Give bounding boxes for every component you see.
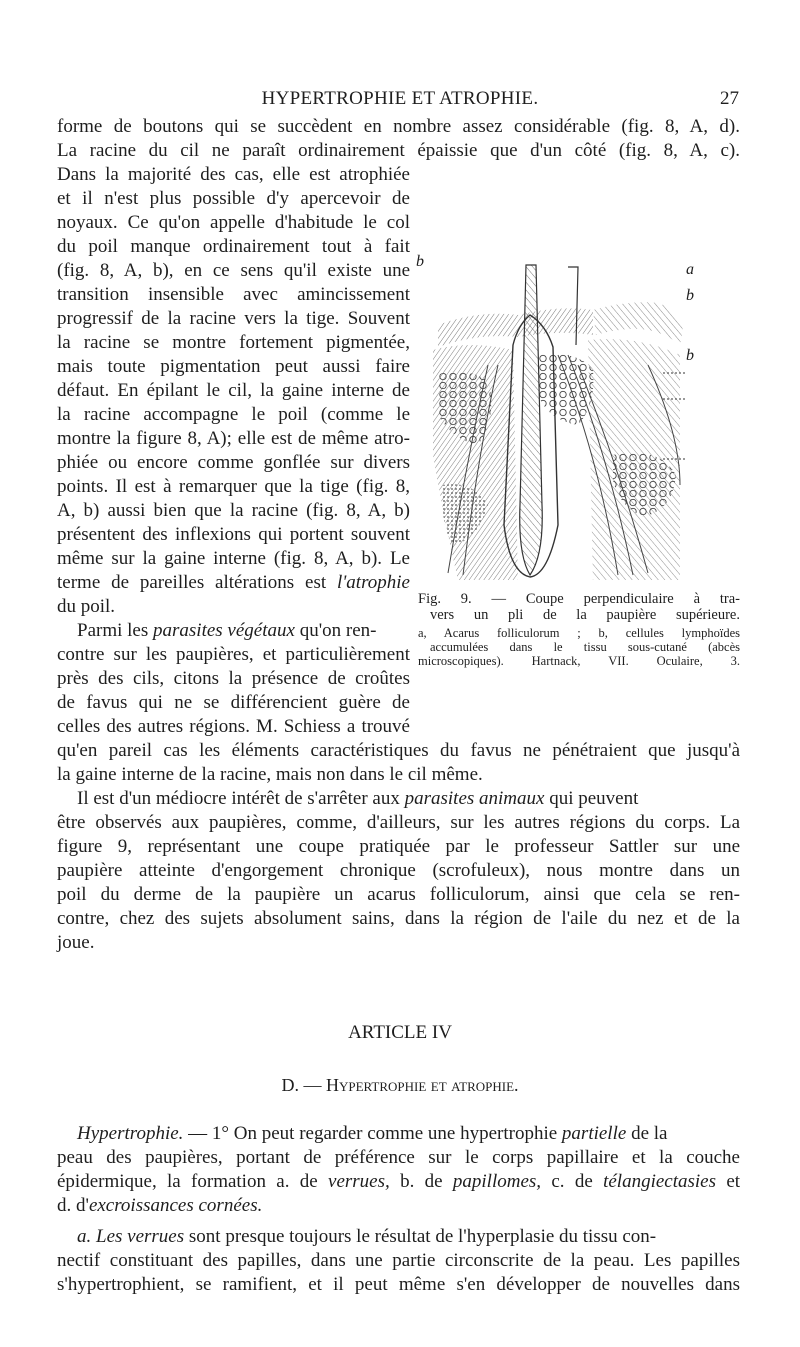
text-span: Parmi les bbox=[77, 620, 149, 641]
text-line bbox=[77, 787, 740, 811]
figure-label-b-left: b bbox=[416, 253, 424, 270]
running-head bbox=[0, 88, 800, 112]
text-line: poil du derme de la paupière un acarus folliculorum, ainsi que cela se ren- bbox=[57, 884, 740, 905]
text-line: montre la figure 8, A); elle est de même atro- bbox=[57, 428, 410, 449]
text-span: — 1° On peut regarder comme une hypertrophie bbox=[188, 1123, 558, 1144]
text-line: phiée ou encore comme gonflée sur divers bbox=[57, 452, 410, 473]
text-line: de favus qui ne se différencient guère de bbox=[57, 692, 410, 713]
term-parasites-vegetaux: parasites végétaux bbox=[153, 620, 295, 641]
text-line: noyaux. Ce qu'on appelle d'habitude le col bbox=[57, 212, 410, 233]
text-line: être observés aux paupières, comme, d'ailleurs, sur les autres régions du corps. La bbox=[57, 812, 740, 833]
text-line: présentent des inflexions qui portent souvent bbox=[57, 524, 410, 545]
text-line: nectif constituant des papilles, dans une partie circonscrite de la peau. Les papilles bbox=[57, 1250, 740, 1271]
text-span: et bbox=[726, 1171, 741, 1192]
text-span: terme de pareilles altérations est bbox=[57, 572, 327, 593]
caption-legend-line: microscopiques). Hartnack, VII. Oculaire, 3. bbox=[418, 654, 740, 668]
section-title: Hypertrophie et atrophie. bbox=[325, 1075, 519, 1095]
text-line: la gaine interne de la racine, mais non dans le cil même. bbox=[57, 764, 483, 785]
term-verrues-2: verrues bbox=[127, 1226, 185, 1247]
term-parasites-animaux: parasites animaux bbox=[404, 788, 545, 809]
running-title: HYPERTROPHIE ET ATROPHIE. bbox=[261, 88, 539, 109]
article-heading: ARTICLE IV bbox=[348, 1022, 452, 1043]
text-line: et il n'est plus possible d'y apercevoir de bbox=[57, 188, 410, 209]
page-number: 27 bbox=[720, 88, 739, 109]
text-span: qui peuvent bbox=[549, 788, 639, 809]
text-span: b. de bbox=[400, 1171, 443, 1192]
figure-9-illustration bbox=[418, 255, 698, 580]
text-line: s'hypertrophient, se ramifient, et il peut même s'en développer de nouvelles dans bbox=[57, 1274, 740, 1295]
text-span: Il est d'un médiocre intérêt de s'arrêter aux bbox=[77, 788, 400, 809]
text-span: a. Les bbox=[77, 1226, 123, 1247]
caption-legend-line: a, Acarus folliculorum ; b, cellules lymphoïdes bbox=[418, 626, 740, 640]
text-line: peau des paupières, portant de préférence sur le corps papillaire et la couche bbox=[57, 1147, 740, 1168]
term-papillomes: papillomes, bbox=[452, 1171, 542, 1192]
text-line: paupière atteinte d'engorgement chronique (scrofuleux), nous montre dans un bbox=[57, 860, 740, 881]
text-line: progressif de la racine vers la tige. Souvent bbox=[57, 308, 410, 329]
text-span: épidermique, la formation bbox=[57, 1171, 266, 1192]
caption-title: Fig. 9. — Coupe perpendiculaire à tra- bbox=[418, 591, 740, 607]
caption-legend-line: accumulées dans le tissu sous-cutané (abcès bbox=[430, 640, 740, 654]
text-span: c. de bbox=[551, 1171, 593, 1192]
text-line: A, b) aussi bien que la racine (fig. 8, A, b) bbox=[57, 500, 410, 521]
text-line: points. Il est à remarquer que la tige (fig. 8, bbox=[57, 476, 410, 497]
text-line: même sur la gaine interne (fig. 8, A, b). Le bbox=[57, 548, 410, 569]
text-span: de la bbox=[631, 1123, 668, 1144]
term-atrophie: l'atrophie bbox=[336, 572, 410, 593]
text-line: mais toute pigmentation peut aussi faire bbox=[57, 356, 410, 377]
figure-label-b-right-1: b bbox=[686, 287, 694, 304]
text-line: figure 9, représentant une coupe pratiquée par le professeur Sattler sur une bbox=[57, 836, 740, 857]
text-line bbox=[77, 1225, 740, 1249]
text-line: la racine accompagne le poil (comme le bbox=[57, 404, 410, 425]
term-hypertrophie: Hypertrophie. bbox=[77, 1123, 184, 1144]
text-line bbox=[57, 571, 410, 595]
text-line: du poil manque ordinairement tout à fait bbox=[57, 236, 410, 257]
figure-label-b-right-2: b bbox=[686, 347, 694, 364]
text-line: qu'en pareil cas les éléments caractéristiques du favus ne pénétraient que jusqu'à bbox=[57, 740, 740, 761]
text-line: joue. bbox=[57, 932, 95, 953]
text-span: d. d' bbox=[57, 1195, 89, 1216]
text-line: la racine se montre fortement pigmentée, bbox=[57, 332, 410, 353]
term-verrues: verrues, bbox=[328, 1171, 390, 1192]
text-line: celles des autres régions. M. Schiess a trouvé bbox=[57, 716, 410, 737]
figure-label-a: a bbox=[686, 261, 694, 278]
text-line: transition insensible avec amincissement bbox=[57, 284, 410, 305]
text-span: qu'on ren- bbox=[299, 620, 377, 641]
section-heading bbox=[0, 1075, 800, 1096]
text-line bbox=[77, 1122, 740, 1146]
text-span: a. de bbox=[276, 1171, 318, 1192]
caption-title-2: vers un pli de la paupière supérieure. bbox=[430, 607, 740, 623]
term-excroissances: excroissances cornées. bbox=[88, 1195, 263, 1216]
text-span: sont presque toujours le résultat de l'hyperplasie du tissu con- bbox=[188, 1226, 657, 1247]
text-line: contre sur les paupières, et particulièrement bbox=[57, 644, 410, 665]
text-line: La racine du cil ne paraît ordinairement épaissie que d'un côté (fig. 8, A, c). bbox=[57, 140, 740, 161]
text-line: près des cils, citons la présence de croûtes bbox=[57, 668, 410, 689]
term-partielle: partielle bbox=[561, 1123, 627, 1144]
text-line: forme de boutons qui se succèdent en nombre assez considérable (fig. 8, A, d). bbox=[57, 116, 740, 137]
text-line bbox=[57, 1170, 740, 1194]
text-line: (fig. 8, A, b), en ce sens qu'il existe une bbox=[57, 260, 410, 281]
text-line: contre, chez des sujets absolument sains, dans la région de l'aile du nez et de la bbox=[57, 908, 740, 929]
text-line bbox=[57, 1194, 740, 1218]
term-telangiectasies: télangiectasies bbox=[603, 1171, 717, 1192]
eyelid-section-engraving bbox=[418, 255, 698, 580]
text-line: du poil. bbox=[57, 596, 116, 617]
figure-caption bbox=[418, 591, 740, 668]
text-line: défaut. En épilant le cil, la gaine interne de bbox=[57, 380, 410, 401]
text-line: Dans la majorité des cas, elle est atrophiée bbox=[57, 164, 410, 185]
text-line bbox=[77, 619, 410, 643]
section-prefix: D. — bbox=[281, 1075, 322, 1095]
